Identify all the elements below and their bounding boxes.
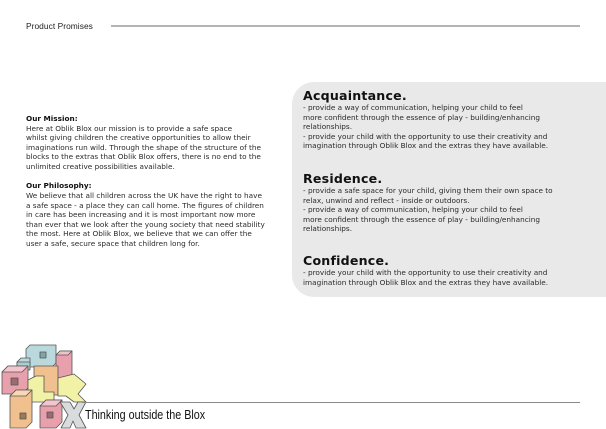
promise-line: relationships. xyxy=(303,122,353,132)
promise-residence xyxy=(303,172,603,234)
promise-title: Acquaintance. xyxy=(303,88,407,103)
page-title: Product Promises xyxy=(26,21,93,31)
logo-block-orange-bottom xyxy=(10,390,32,428)
promise-title: Residence. xyxy=(303,171,383,186)
philosophy-line: a safe space - a place they can call home. The figures of children xyxy=(26,200,264,210)
philosophy-block xyxy=(26,181,298,248)
philosophy-heading: Our Philosophy: xyxy=(26,181,92,191)
mission-block xyxy=(26,114,298,172)
philosophy-line: user a safe, secure space that children long for. xyxy=(26,238,200,248)
philosophy-line: We believe that all children across the UK have the right to have xyxy=(26,190,262,200)
promise-line: more confident through the essence of play - building/enhancing xyxy=(303,214,541,224)
mission-line: unlimited creative possibilities available. xyxy=(26,161,175,171)
about-section xyxy=(26,114,298,249)
logo-block-grey-x xyxy=(60,402,86,428)
promise-line: - provide your child with the opportunity to use their creativity and xyxy=(303,268,548,277)
header-divider xyxy=(111,25,580,27)
promise-line: - provide a way of communication, helping your child to feel xyxy=(303,205,523,215)
oblik-blox-logo xyxy=(0,340,90,429)
promise-line: relax, unwind and reflect - inside or outdoors. xyxy=(303,195,470,205)
mission-line: imaginations run wild. Through the shape of the structure of the xyxy=(26,142,261,152)
promise-line: imagination through Oblik Blox and the extras they have available. xyxy=(303,141,549,151)
mission-line: whilst giving children the creative opportunities to allow their xyxy=(26,133,251,143)
promise-line: - provide your child with the opportunity to use their creativity and xyxy=(303,131,548,141)
mission-line: Here at Oblik Blox our mission is to provide a safe space xyxy=(26,123,233,133)
promise-line: - provide a way of communication, helping your child to feel xyxy=(303,103,523,112)
promise-title: Confidence. xyxy=(303,253,390,268)
footer-divider xyxy=(82,402,580,403)
promise-line: imagination through Oblik Blox and the extras they have available. xyxy=(303,277,549,287)
philosophy-line: than ever that we look after the young society that need stability xyxy=(26,219,265,229)
philosophy-line: the most. Here at Oblik Blox, we believe that we can offer the xyxy=(26,229,252,239)
logo-block-pink-bottom xyxy=(40,400,62,428)
mission-heading: Our Mission: xyxy=(26,114,78,123)
promise-line: more confident through the essence of play - building/enhancing xyxy=(303,112,541,122)
promise-confidence xyxy=(303,254,603,287)
promise-acquaintance xyxy=(303,89,603,151)
mission-line: blocks to the extras that Oblik Blox offers, there is no end to the xyxy=(26,152,261,162)
philosophy-line: in care has been increasing and it is most important now more xyxy=(26,210,256,220)
promise-line: - provide a safe space for your child, giving them their own space to xyxy=(303,186,553,195)
promise-line: relationships. xyxy=(303,224,353,234)
tagline: Thinking outside the Blox xyxy=(85,408,206,422)
